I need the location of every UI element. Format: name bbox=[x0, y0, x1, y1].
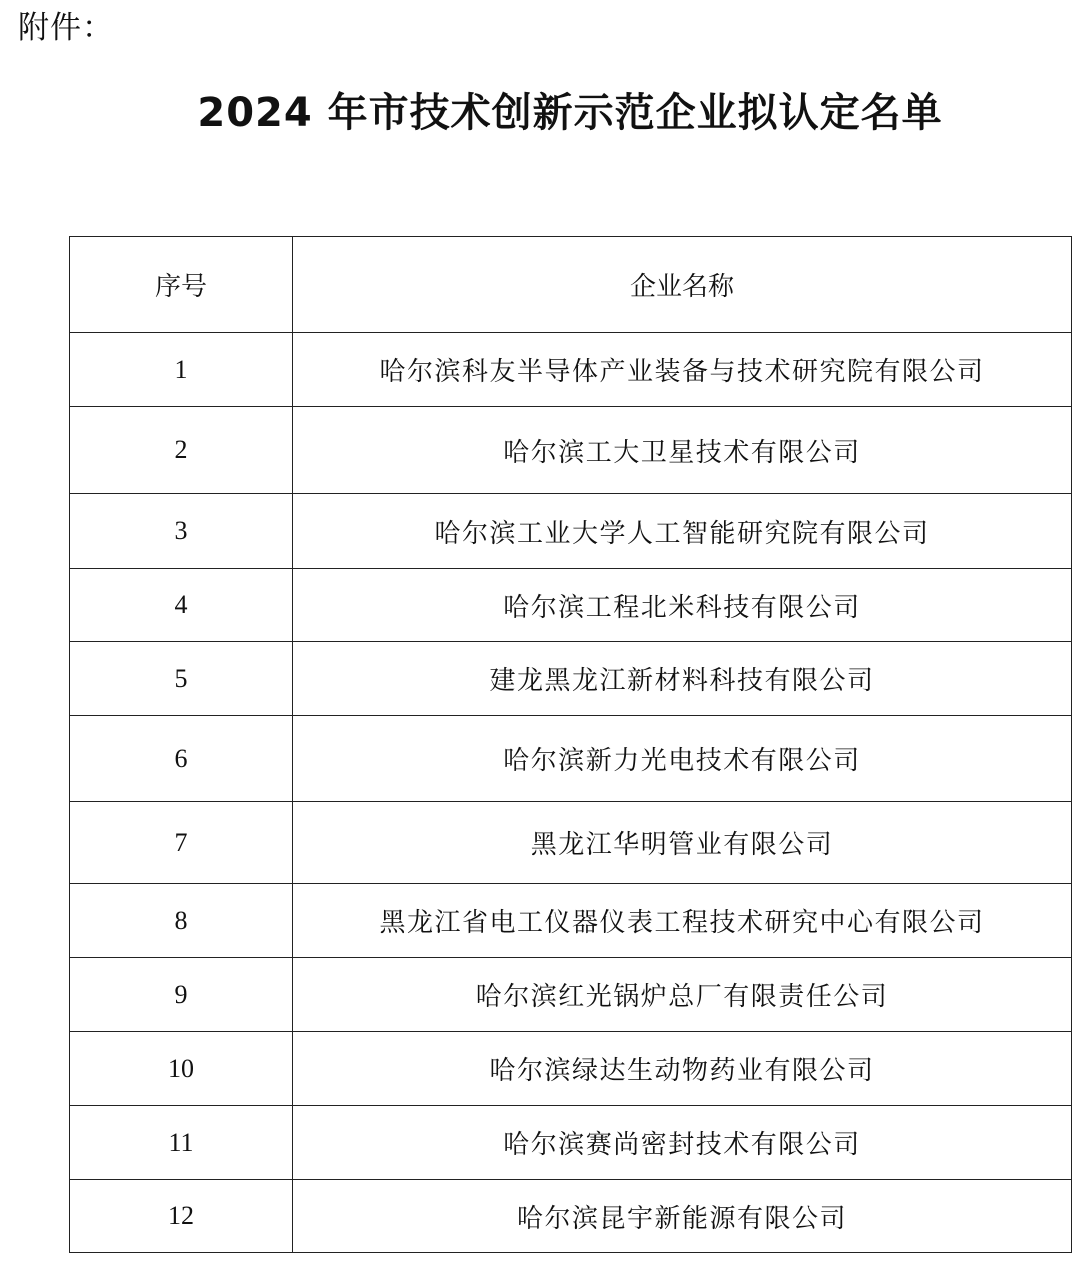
row-index: 4 bbox=[70, 569, 293, 642]
row-company-name: 哈尔滨昆宇新能源有限公司 bbox=[293, 1180, 1072, 1253]
row-index: 11 bbox=[70, 1106, 293, 1180]
row-company-name: 哈尔滨工程北米科技有限公司 bbox=[293, 569, 1072, 642]
row-index: 8 bbox=[70, 884, 293, 958]
row-index: 6 bbox=[70, 716, 293, 802]
company-list-table bbox=[69, 236, 1072, 1253]
table-row bbox=[70, 802, 1072, 884]
attachment-label: 附件： bbox=[18, 10, 114, 46]
header-company: 企业名称 bbox=[293, 237, 1072, 333]
table-row bbox=[70, 642, 1072, 716]
table-row bbox=[70, 407, 1072, 494]
row-company-name: 黑龙江华明管业有限公司 bbox=[293, 802, 1072, 884]
row-index: 5 bbox=[70, 642, 293, 716]
row-company-name: 哈尔滨绿达生动物药业有限公司 bbox=[293, 1032, 1072, 1106]
page-title: 2024 年市技术创新示范企业拟认定名单 bbox=[197, 90, 943, 136]
table-row bbox=[70, 333, 1072, 407]
row-index: 9 bbox=[70, 958, 293, 1032]
table-row bbox=[70, 1106, 1072, 1180]
table-row bbox=[70, 716, 1072, 802]
row-company-name: 哈尔滨工大卫星技术有限公司 bbox=[293, 407, 1072, 494]
row-index: 2 bbox=[70, 407, 293, 494]
row-company-name: 哈尔滨工业大学人工智能研究院有限公司 bbox=[293, 494, 1072, 569]
table-row bbox=[70, 884, 1072, 958]
table-row bbox=[70, 958, 1072, 1032]
row-company-name: 哈尔滨红光锅炉总厂有限责任公司 bbox=[293, 958, 1072, 1032]
row-index: 3 bbox=[70, 494, 293, 569]
row-index: 1 bbox=[70, 333, 293, 407]
row-index: 10 bbox=[70, 1032, 293, 1106]
row-company-name: 哈尔滨新力光电技术有限公司 bbox=[293, 716, 1072, 802]
table-row bbox=[70, 494, 1072, 569]
row-index: 7 bbox=[70, 802, 293, 884]
table-row bbox=[70, 1180, 1072, 1253]
row-company-name: 建龙黑龙江新材料科技有限公司 bbox=[293, 642, 1072, 716]
row-company-name: 黑龙江省电工仪器仪表工程技术研究中心有限公司 bbox=[293, 884, 1072, 958]
row-index: 12 bbox=[70, 1180, 293, 1253]
table-row bbox=[70, 569, 1072, 642]
table-header-row bbox=[70, 237, 1072, 333]
row-company-name: 哈尔滨科友半导体产业装备与技术研究院有限公司 bbox=[293, 333, 1072, 407]
header-index: 序号 bbox=[70, 237, 293, 333]
row-company-name: 哈尔滨赛尚密封技术有限公司 bbox=[293, 1106, 1072, 1180]
table-row bbox=[70, 1032, 1072, 1106]
